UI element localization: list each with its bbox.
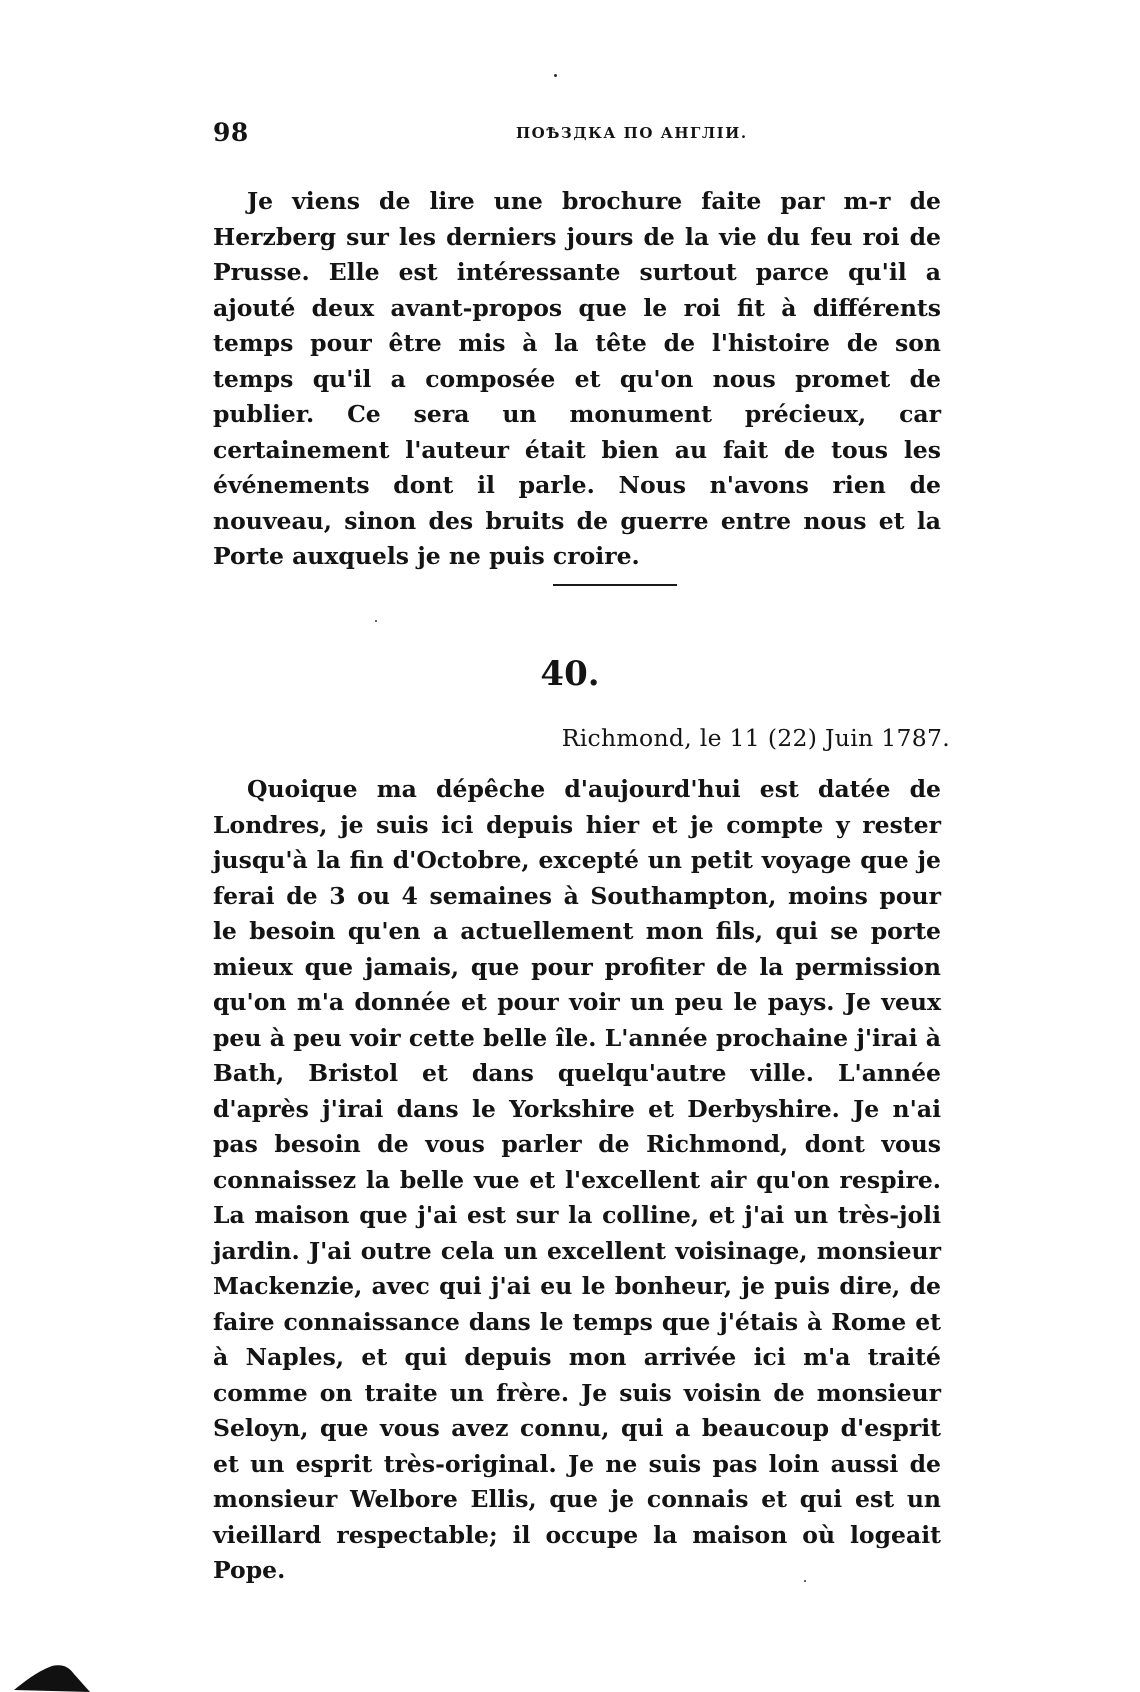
page-corner-mark (12, 1652, 92, 1692)
letter-number: 40. (540, 654, 600, 694)
section-divider (553, 584, 677, 586)
running-head (213, 118, 943, 152)
letter-dateline: Richmond, le 11 (22) Juin 1787. (561, 724, 950, 752)
print-speck (804, 1580, 806, 1582)
page-number: 98 (213, 118, 249, 147)
print-speck (554, 74, 557, 77)
running-title: ПОѢЗДКА ПО АНГЛІИ. (516, 124, 748, 142)
paragraph-1: Je viens de lire une brochure faite par m-r de Herzberg sur les derniers jours de la vie du feu roi de Prusse. Elle est intéressante surtout parce qu'il a ajouté deux avant-propos que le roi fit à différents temps pour être mis à la tête de l'histoire de son temps qu'il a composée et qu'on nous promet de publier. Ce sera un monument précieux, car certainement l'auteur était bien au fait de tous les événements dont il parle. Nous n'avons rien de nouveau, sinon des bruits de guerre entre nous et la Porte auxquels je ne puis croire. (213, 187, 941, 570)
print-speck (375, 620, 377, 622)
letter-paragraph: Quoique ma dépêche d'aujourd'hui est datée de Londres, je suis ici depuis hier et je compte y rester jusqu'à la fin d'Octobre, excepté un petit voyage que je ferai de 3 ou 4 semaines à Southampton, moins pour le besoin qu'en a actuellement mon fils, qui se porte mieux que jamais, que pour profiter de la permission qu'on m'a donnée et pour voir un peu le pays. Je veux peu à peu voir cette belle île. L'année prochaine j'irai à Bath, Bristol et dans quelqu'autre ville. L'année d'après j'irai dans le Yorkshire et Derbyshire. Je n'ai pas besoin de vous parler de Richmond, dont vous connaissez la belle vue et l'excellent air qu'on respire. La maison que j'ai est sur la colline, et j'ai un très-joli jardin. J'ai outre cela un excellent voisinage, monsieur Mackenzie, avec qui j'ai eu le bonheur, je puis dire, de faire connaissance dans le temps que j'étais à Rome et à Naples, et qui depuis mon arrivée ici m'a traité comme on traite un frère. Je suis voisin de monsieur Seloyn, que vous avez connu, qui a beaucoup d'esprit et un esprit très-original. Je ne suis pas loin aussi de monsieur Welbore Ellis, que je connais et qui est un vieillard respectable; il occupe la maison où logeait Pope. (213, 775, 941, 1584)
